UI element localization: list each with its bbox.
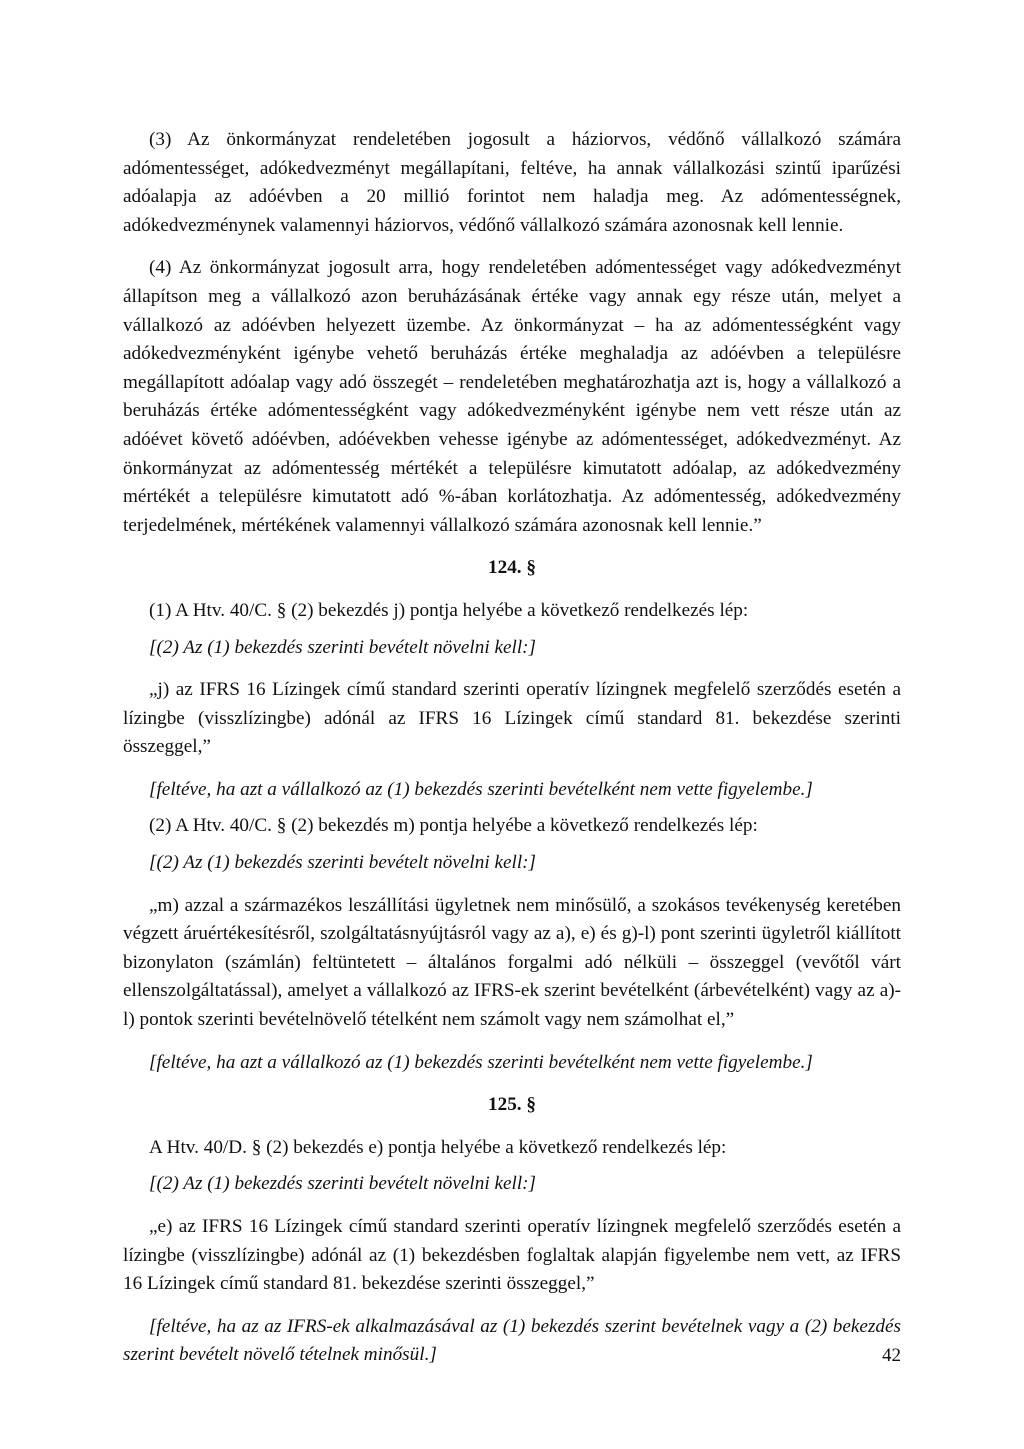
document-body [123,126,901,1384]
page-number: 42 [882,1345,901,1366]
paragraph-3: (3) Az önkormányzat rendeletében jogosult a háziorvos, védőnő vállalkozó számára adómentességet, adókedvezményt megállapítani, feltéve, ha annak vállalkozási szintű iparűzési adóalapja az adóévben a 20 millió forintot nem haladja meg. Az adómentességnek, adókedvezménynek valamennyi háziorvos, védőnő vállalkozó számára azonosnak kell lennie. [123,129,901,236]
section-125-condition: [feltéve, ha az az IFRS-ek alkalmazásával az (1) bekezdés szerint bevételnek vagy a (2) bekezdés szerint bevételt növelő tételnek minősül.] [123,1315,901,1366]
section-124-point-2-condition: [feltéve, ha azt a vállalkozó az (1) bekezdés szerinti bevételként nem vette figyelembe.] [149,1051,813,1073]
section-124-point-2-context: [(2) Az (1) bekezdés szerinti bevételt növelni kell:] [149,852,537,874]
section-124-point-2-m: „m) azzal a származékos leszállítási ügyletnek nem minősülő, a szokásos tevékenység keretében végzett áruértékesítésről, szolgáltatásnyújtásról vagy az a), e) és g)-l) pont szerinti ügyletről kiállított bizonylaton (számlán) feltüntetett – általános forgalmi adó nélküli – összeggel (vevőtől várt ellenszolgáltatással), amelyet a vállalkozó az IFRS-ek szerint bevételként (árbevételként) vagy az a)-l) pontok szerinti bevételnövelő tételként nem számolt vagy nem számolhat el,” [123,894,901,1031]
section-125-context: [(2) Az (1) bekezdés szerinti bevételt növelni kell:] [149,1173,537,1195]
section-heading-124: 124. § [488,557,536,579]
section-124-point-1-context: [(2) Az (1) bekezdés szerinti bevételt növelni kell:] [149,636,537,658]
section-heading-125: 125. § [488,1094,536,1116]
section-124-point-2: (2) A Htv. 40/C. § (2) bekezdés m) pontja helyébe a következő rendelkezés lép: [149,815,758,837]
paragraph-4: (4) Az önkormányzat jogosult arra, hogy rendeletében adómentességet vagy adókedvezményt állapítson meg a vállalkozó azon beruházásának értéke vagy annak egy része után, melyet a vállalkozó az adóévben helyezett üzembe. Az önkormányzat – ha az adómentességként vagy adókedvezményként igénybe vehető beruházás értéke meghaladja az adóévben a településre megállapított adóalap vagy adó összegét – rendeletében meghatározhatja azt is, hogy a vállalkozó a beruházás értéke adómentességként vagy adókedvezményként igénybe nem vett része után az adóévet követő adóévben, adóévekben vehesse igénybe az adómentességet, adókedvezményt. Az önkormányzat az adómentesség mértékét a településre kimutatott adóalap, az adókedvezmény mértékét a településre kimutatott adó %-ában korlátozhatja. Az adómentesség, adókedvezmény terjedelmének, mértékének valamennyi vállalkozó számára azonosnak kell lennie.” [123,257,901,536]
section-125-e: „e) az IFRS 16 Lízingek című standard szerinti operatív lízingnek megfelelő szerződés esetén a lízingbe (visszlízingbe) adónál az (1) bekezdésben foglaltak alapján figyelembe nem vett, az IFRS 16 Lízingek című standard 81. bekezdése szerinti összeggel,” [123,1216,901,1295]
section-125-intro: A Htv. 40/D. § (2) bekezdés e) pontja helyébe a következő rendelkezés lép: [149,1136,727,1158]
section-124-point-1-condition: [feltéve, ha azt a vállalkozó az (1) bekezdés szerinti bevételként nem vette figyelembe.] [149,778,813,800]
section-124-point-1: (1) A Htv. 40/C. § (2) bekezdés j) pontja helyébe a következő rendelkezés lép: [149,599,749,621]
section-124-point-1-j: „j) az IFRS 16 Lízingek című standard szerinti operatív lízingnek megfelelő szerződés esetén a lízingbe (visszlízingbe) adónál az IFRS 16 Lízingek című standard 81. bekezdése szerinti összeggel,” [123,679,901,758]
